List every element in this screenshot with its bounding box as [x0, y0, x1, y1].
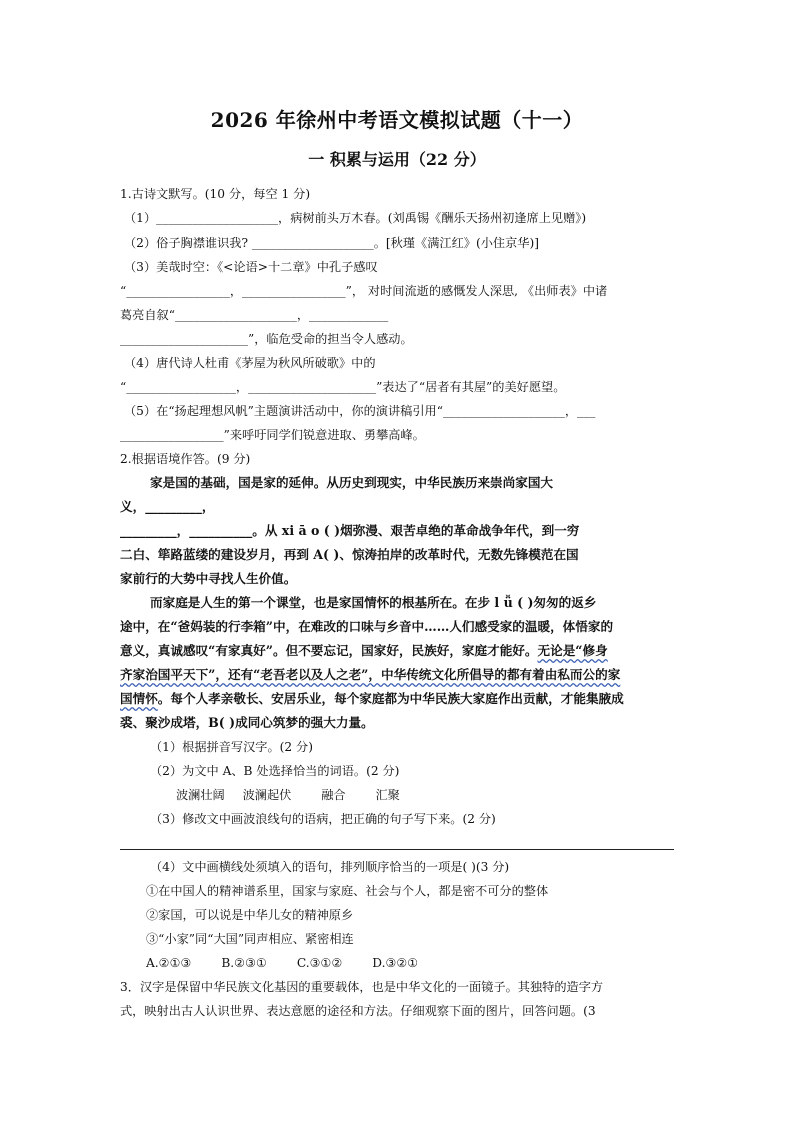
q2-sub-3: （3）修改文中画波浪线句的语病，把正确的句子写下来。(2 分) — [150, 812, 496, 826]
q2-heading: 2.根据语境作答。(9 分) — [120, 452, 251, 466]
answer-option: B.②③① — [221, 956, 267, 970]
answer-option: D.③②① — [372, 956, 419, 970]
q2-choice-3: ③“小家”同“大国”同声相应、紧密相连 — [146, 932, 354, 946]
q1-line-1: （1）____________________，病树前头万木春。(刘禹锡《酬乐天扬州初逢席上见赠》) — [124, 211, 587, 225]
wavy-underlined-sentence: 齐家治国平天下”，还有“老吾老以及人之老”，中华传统文化所倡导的都有着由私而公的家 — [120, 667, 621, 682]
q2-answer-options — [146, 955, 418, 971]
q2-word-options — [176, 787, 400, 803]
q2-passage-line-6: 而家庭是人生的第一个课堂，也是家国情怀的根基所在。在步 l ǚ ( )匆匆的返乡 — [150, 595, 597, 610]
q1-line-2: （2）俗子胸襟谁识我? ____________________。[秋瑾《满江红》(小住京华)] — [124, 236, 539, 250]
q2-passage-line-5: 家前行的大势中寻找人生价值。 — [120, 571, 297, 586]
q2-passage-line-8 — [120, 643, 608, 659]
q3-line-2: 式，映射出古人认识世界、表达意愿的途径和方法。仔细观察下面的图片，回答问题。(3 — [120, 1004, 596, 1018]
word-option: 波澜起伏 — [242, 788, 292, 802]
word-option: 汇聚 — [375, 788, 400, 802]
q2-passage-line-4: 二白、筚路蓝缕的建设岁月，再到 A( )、惊涛拍岸的改革时代，无数先锋模范在国 — [120, 547, 579, 562]
exam-title: 2026 年徐州中考语文模拟试题（十一） — [210, 108, 584, 132]
word-option: 融合 — [321, 788, 346, 802]
q3-line-1: 3．汉字是保留中华民族文化基因的重要载体，也是中华文化的一面镜子。其独特的造字方 — [120, 980, 604, 994]
q2-choice-1: ①在中国人的精神谱系里，国家与家庭、社会与个人，都是密不可分的整体 — [146, 884, 549, 898]
answer-line — [120, 849, 674, 850]
q1-line-3: （3）美哉时空：《<论语>十二章》中孔子感叹 — [124, 260, 378, 274]
q2-passage-line-3: _________，__________。从 xi ā o ( )烟弥漫、艰苦卓绝的革命战争年代，到一穷 — [120, 523, 580, 538]
q2-passage-text: 。每个人孝亲敬长、安居乐业，每个家庭都为中华民族大家庭作出贡献，才能集腋成 — [157, 691, 624, 706]
word-option: 波澜壮阔 — [176, 788, 225, 802]
q2-passage-line-1: 家是国的基础，国是家的延伸。从历史到现实，中华民族历来崇尚家国大 — [150, 475, 553, 490]
q2-passage-line-2: 义，_________， — [120, 499, 215, 514]
q2-passage-line-9 — [120, 667, 620, 683]
q1-line-6: _____________________”，临危受命的担当令人感动。 — [120, 332, 413, 346]
q1-line-9: （5）在“扬起理想风帆”主题演讲活动中，你的演讲稿引用“____________________，___ — [124, 404, 596, 418]
q1-line-10: _________________”来呼吁同学们锐意进取、勇攀高峰。 — [120, 428, 425, 442]
q1-line-5: 葛亮自叙“____________________，_____________ — [120, 308, 389, 322]
q2-choice-2: ②家国，可以说是中华儿女的精神原乡 — [146, 908, 354, 922]
q2-passage-text: 意义，真诚感叹“有家真好”。但不要忘记，国家好，民族好，家庭才能好。 — [120, 643, 538, 658]
answer-option: C.③①② — [296, 956, 343, 970]
q1-line-4: “_________________，_________________”， 对时间流逝的感慨发人深思, 《出师表》中诸 — [120, 284, 608, 298]
q2-sub-4: （4）文中画横线处须填入的语句，排列顺序恰当的一项是( )(3 分) — [150, 860, 510, 874]
q2-passage-line-11: 裘、聚沙成塔，B( )成同心筑梦的强大力量。 — [120, 715, 374, 730]
q1-heading: 1.古诗文默写。(10 分，每空 1 分) — [120, 187, 311, 201]
q2-passage-line-7: 途中，在“爸妈装的行李箱”中，在难改的口味与乡音中……人们感受家的温暖，体悟家的 — [120, 619, 614, 634]
wavy-underlined-sentence: 国情怀 — [120, 691, 158, 706]
answer-option: A.②①③ — [146, 956, 192, 970]
q1-line-8: “__________________，_____________________”表达了“居者有其屋”的美好愿望。 — [120, 380, 566, 394]
q2-sub-1: （1）根据拼音写汉字。(2 分) — [150, 740, 313, 754]
wavy-underlined-sentence: 无论是“修身 — [537, 643, 608, 658]
q1-line-7: （4）唐代诗人杜甫《茅屋为秋风所破歌》中的 — [124, 356, 376, 370]
q2-sub-2: （2）为文中 A、B 处选择恰当的词语。(2 分) — [150, 764, 400, 778]
q2-passage-line-10 — [120, 691, 624, 707]
section-heading: 一 积累与运用（22 分） — [308, 150, 486, 169]
